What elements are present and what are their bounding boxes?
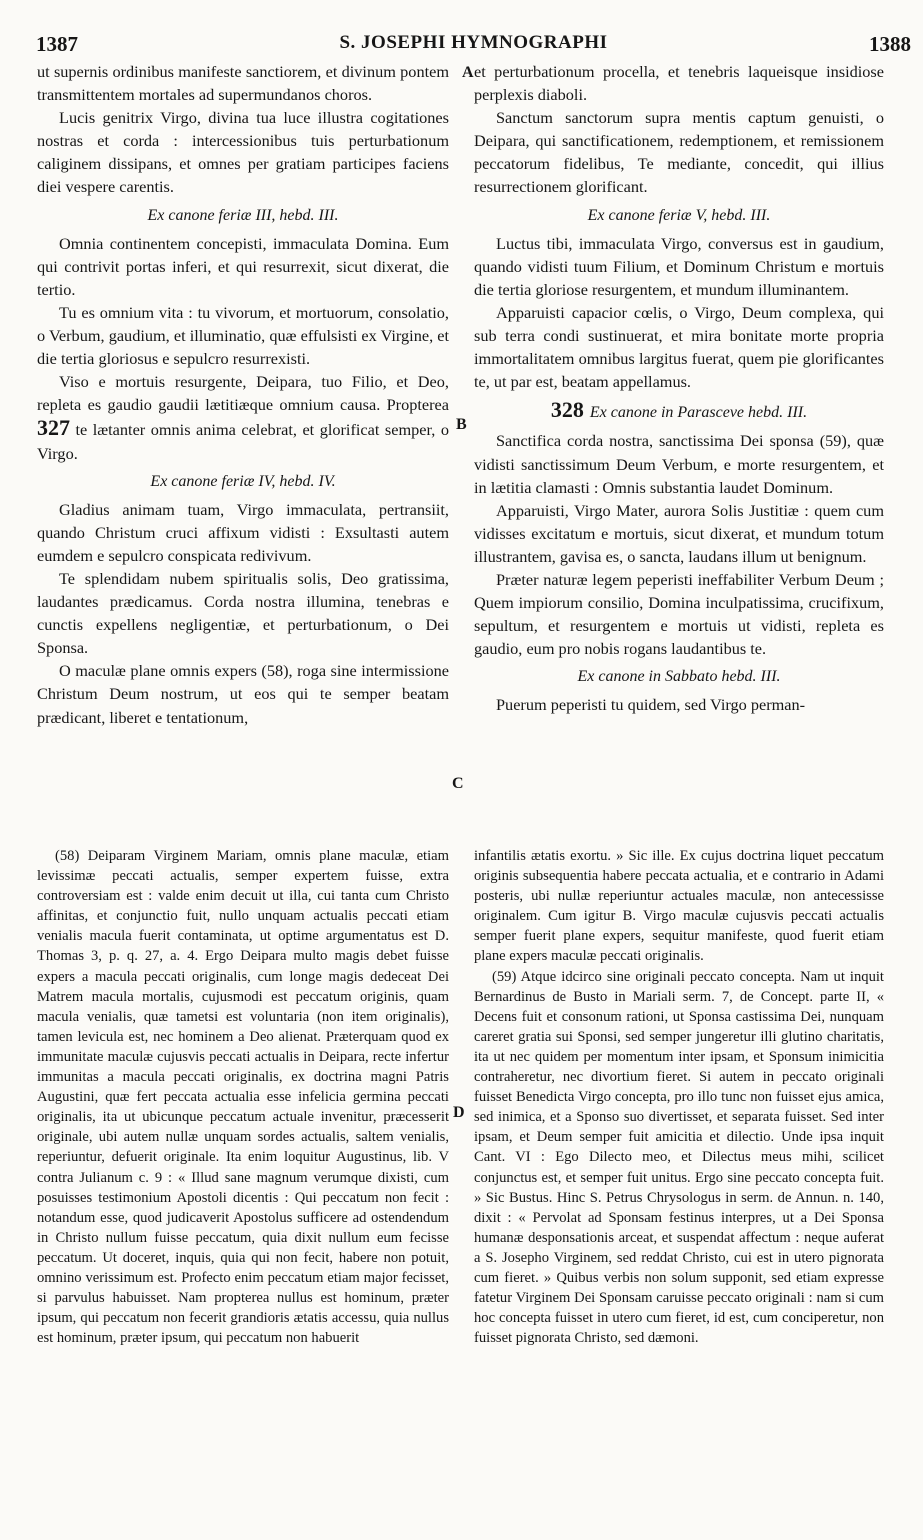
paragraph: Apparuisti, Virgo Mater, aurora Solis Justitiæ : quem cum vidisses excitatum e mortuis, sicut dixerat, et mundum totum illustrantem, gavisa es, o sancta, laudans illum ut benignum. bbox=[474, 500, 884, 566]
page-number-left: 1387 bbox=[36, 32, 78, 56]
paragraph: Sanctifica corda nostra, sanctissima Dei sponsa (59), quæ vidisti sanctissimum Deum Verbum, e morte resurgentem, et in lætitia clamasti : Omnis substantia laudet Dominum. bbox=[474, 431, 884, 497]
section-heading: Ex canone feriæ III, hebd. III. bbox=[147, 206, 339, 224]
paragraph-text: Viso e mortuis resurgente, Deipara, tuo Filio, et Deo, repleta es gaudio gaudii lætitiæque omnium causa. Propterea bbox=[37, 372, 449, 415]
section-heading: Ex canone in Sabbato hebd. III. bbox=[577, 668, 781, 686]
margin-letter-a: A bbox=[462, 64, 474, 81]
footnote-59: (59) Atque idcirco sine originali peccato concepta. Nam ut inquit Bernardinus de Busto in Mariali serm. 7, de Concept. parte II, « Decens fuit et consonum rationi, ut Sponsa castissima Dei, nunquam careret gratia sui Sponsi, sed semper jungeretur illi glutino charitatis, ita ut nec quidem per momentum inter ipsam, et Sponsum inimicitia contraheretur, nec divortium fieret. Si autem in peccato originali fuisset Benedicta Virgo concepta, pro illo tunc non fuisset ejus amica, sed inimica, et a Sponso suo divertisset, et separata fuisset. Sed inter ipsam, et Deum semper fuit amicitia et dilectio. Unde ipsa inquit Cant. VI : Ego Dilecto meo, et Dilectus meus mihi, scilicet conjunctus est, et semper fuit unitus. Ergo sine peccato concepta fuit. » Sic Bustus. Hinc S. Petrus Chrysologus in serm. de Annun. n. 140, dixit : « Pervolat ad Sponsam festinus interpres, ut a Dei Sponsa humanæ desponsationis arceat, et suspendat affectum : neque auferat a S. Josepho Virginem, sed reddat Christo, cui est in utero pignorata cum fieret. » Quibus verbis non solum supponit, sed etiam expresse fatetur Virginem Dei Sponsam caruisse peccato originali : nam si cum hoc concepta fuisset in utero cum fieret, id est, cum conciperetur, non fuisset pignorata Christo, sed dæmoni. bbox=[474, 968, 884, 1347]
paragraph-text: te lætanter omnis anima celebrat, et glorificat semper, o Virgo. bbox=[37, 420, 449, 463]
section-heading: Ex canone feriæ IV, hebd. IV. bbox=[150, 472, 336, 490]
running-header bbox=[36, 32, 911, 58]
paragraph: Lucis genitrix Virgo, divina tua luce illustra cogitationes nostras et corda : intercessionibus tuis perturbationum caliginem dissipans, et omnes per gratiam participes faciens diei vespere carentis. bbox=[37, 108, 449, 197]
margin-letter-d: D bbox=[453, 1104, 465, 1121]
paragraph: ut supernis ordinibus manifeste sanctiorem, et divinum pontem transmittentem mortales ad supermundanos choros. bbox=[37, 62, 449, 105]
footnote-58: (58) Deiparam Virginem Mariam, omnis plane maculæ, etiam levissimæ peccati actualis, semper expertem fuisse, extra controversiam est : valde enim decuit ut illa, cui tanta cum Christo affinitas, et conjunctio fuit, nullo unquam actualis peccati etiam venialis macula fuerit contaminata, ut optime argumentatus est D. Thomas 3, p. q. 27, a. 4. Ergo Deipara multo magis debet fuisse expers a macula peccati originalis, cum longe magis dedeceat Dei Matrem macula mortalis, cujusmodi est peccatum originis, quam macula venialis, quæ tametsi est voluntaria (non item originalis), tamen levicula est, nec hominem a Deo alienat. Præterquam quod ex immunitate maculæ cujusvis peccati actualis in Deipara, recte infertur immunitas a macula peccati originalis, ex doctrina magni Patris Augustini, quæ fert peccata actualia esse infelicia germina peccati originalis, ita ut ubicunque peccatum actuale invenitur, præcesserit originale, ubi autem nullæ unquam sordes actualis, saltem venialis, reperiuntur, defuerit originale. Ita enim loquitur Augustinus, lib. V contra Julianum c. 9 : « Illud sane magnum verumque dixisti, cum posuisses testimonium Apostoli dicentis : Qui peccatum non fecit : notandum esse, quod judicaverit Apostolus sufficere ad ostendendum in Christo nullum fuisse peccatum, quia dixit nullum eum fecisse peccatum. Ut doceret, inquis, quia qui non fecit, habere non potuit, omnino verissimum est. Profecto enim peccatum etiam major fecisset, si parvulus habuisset. Nam propterea nullus est hominum, præter ipsum, qui peccatum non fecerit grandioris ætatis accessu, quia nullus est hominum, præter ipsum, qui peccatum non habuerit bbox=[37, 848, 449, 1347]
column-number: 327 bbox=[37, 415, 70, 441]
footnotes-right bbox=[474, 846, 884, 1348]
footnote-58-continued: infantilis ætatis exortu. » Sic ille. Ex cujus doctrina liquet peccatum originis subsequentia habere peccata actualia, et e contrario in Adami posteris, ubi nullæ reperiuntur actuales maculæ, non antecessisse originalem. Cum igitur B. Virgo maculæ cujusvis peccati actualis semper fuerit plane expers, sequitur manifeste, quod fuerit etiam plane expers maculæ peccati originalis. bbox=[474, 848, 884, 965]
paragraph: Gladius animam tuam, Virgo immaculata, pertransiit, quando Christum cruci affixum vidisti : Exsultasti autem eumdem e sepulcro conspicata redivivum. bbox=[37, 499, 449, 565]
section-heading-text: Ex canone in Parasceve hebd. III. bbox=[589, 404, 808, 422]
paragraph: Te splendidam nubem spiritualis solis, Deo gratissima, laudantes prædicamus. Corda nostra illumina, tenebras e cunctis expellens negligentiæ, et perturbationum, o Dei Sponsa. bbox=[37, 568, 449, 658]
column-number: 328 bbox=[550, 397, 584, 423]
page-number-right: 1388 bbox=[869, 32, 911, 56]
paragraph: Præter naturæ legem peperisti ineffabiliter Verbum Deum ; Quem impiorum consilio, Domina inculpatissima, crucifixum, sepultum, et resurgentem e mortuis ut vidisti, repleta es gaudio, eum pro nobis rogans laudantibus te. bbox=[474, 569, 884, 659]
margin-letter-c: C bbox=[452, 775, 464, 792]
paragraph: Apparuisti capacior cœlis, o Virgo, Deum complexa, qui sub terra condi sustinuerat, et mira bonitate morte propria immortalitatem omnibus largitus fuerat, quem pie glorificantes te, ut par est, beatam appellamus. bbox=[474, 302, 884, 392]
footnotes-left bbox=[37, 846, 449, 1348]
paragraph: Luctus tibi, immaculata Virgo, conversus est in gaudium, quando vidisti tuum Filium, et Dominum Christum e mortuis die tertia gloriose resurgentem, et mundum illuminantem. bbox=[474, 233, 884, 299]
left-column bbox=[37, 60, 449, 729]
section-heading: Ex canone feriæ V, hebd. III. bbox=[587, 206, 771, 224]
paragraph: Omnia continentem concepisti, immaculata Domina. Eum qui contrivit portas inferi, et qui resurrexit, sicut dixerat, die tertio. bbox=[37, 233, 449, 299]
paragraph: Sanctum sanctorum supra mentis captum genuisti, o Deipara, qui sanctificationem, redemptionem, et remissionem peccatorum fidelibus, Te mediante, concedit, qui illius resurrectionem glorificant. bbox=[474, 108, 884, 197]
paragraph bbox=[37, 370, 449, 464]
paragraph: et perturbationum procella, et tenebris laqueisque insidiose perplexis diaboli. bbox=[474, 62, 884, 105]
paragraph: O maculæ plane omnis expers (58), roga sine intermissione Christum Deum nostrum, ut eos qui te semper beatam prædicant, liberet e tentationum, bbox=[37, 661, 449, 727]
margin-letter-b: B bbox=[456, 416, 467, 433]
paragraph: Puerum peperisti tu quidem, sed Virgo perman- bbox=[496, 695, 806, 715]
paragraph: Tu es omnium vita : tu vivorum, et mortuorum, consolatio, o Verbum, gaudium, et illuminatio, quæ effulsisti ex Virgine, et die tertia gloriosus e sepulcro resurrexisti. bbox=[37, 302, 449, 369]
right-column bbox=[474, 60, 884, 717]
section-heading bbox=[474, 398, 884, 424]
running-title: S. JOSEPHI HYMNOGRAPHI bbox=[339, 32, 608, 53]
